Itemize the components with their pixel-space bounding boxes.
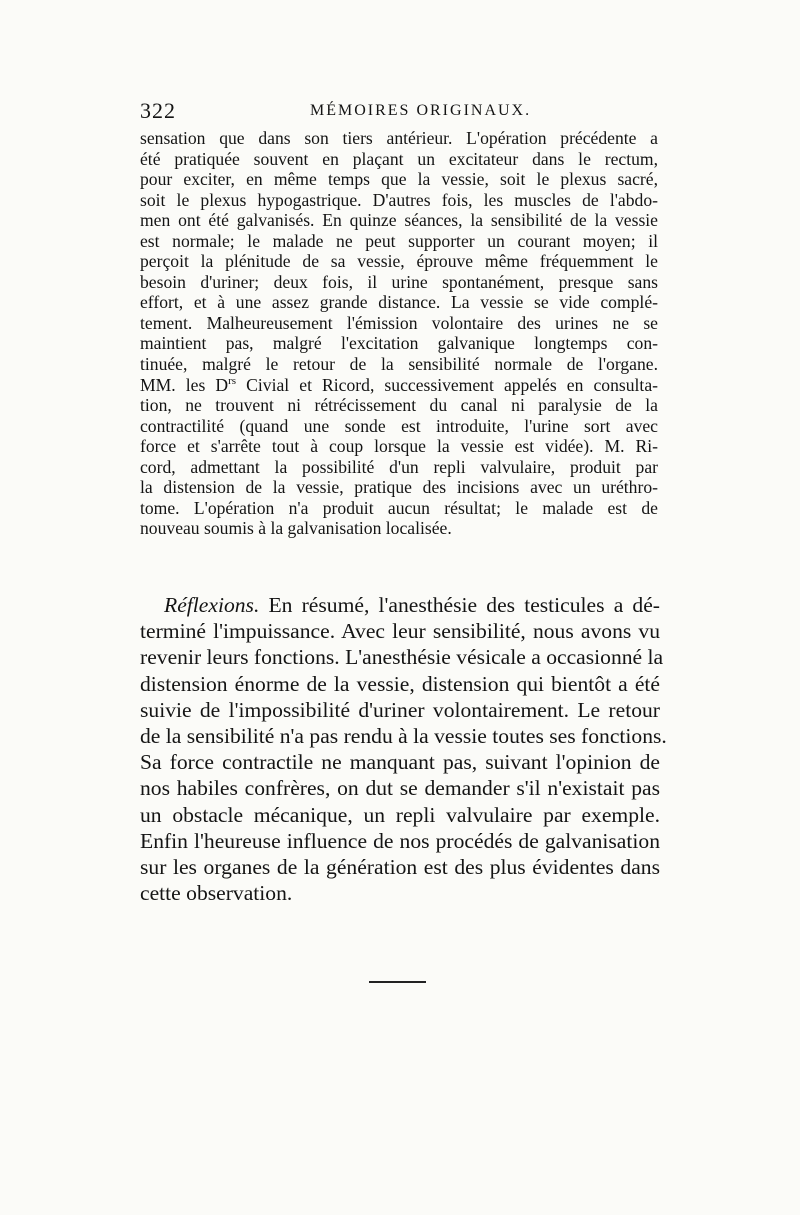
text-line: soit le plexus hypogastrique. D'autres fois, les muscles de l'abdo- xyxy=(140,189,658,210)
text-line: nos habiles confrères, on dut se demander s'il n'existait pas xyxy=(140,776,660,801)
running-title: MÉMOIRES ORIGINAUX. xyxy=(310,102,532,119)
text-line: revenir leurs fonctions. L'anesthésie vésicale a occasionné la xyxy=(140,645,664,670)
superscript: rs xyxy=(228,374,237,387)
text-line: de la sensibilité n'a pas rendu à la vessie toutes ses fonctions. xyxy=(140,724,667,749)
text-line: tinuée, malgré le retour de la sensibilité normale de l'organe. xyxy=(140,354,658,375)
text-line: tement. Malheureusement l'émission volontaire des urines ne se xyxy=(140,312,658,333)
text-fragment: MM. les D xyxy=(140,374,229,395)
text-line: Enfin l'heureuse influence de nos procédés de galvanisation xyxy=(140,828,660,853)
case-paragraph xyxy=(140,128,658,539)
text-line: pour exciter, en même temps que la vessie, soit le plexus sacré, xyxy=(140,169,658,190)
text-line: effort, et à une assez grande distance. La vessie se vide complé- xyxy=(140,292,658,313)
text-line: men ont été galvanisés. En quinze séances, la sensibilité de la vessie xyxy=(140,210,658,231)
text-line: été pratiquée souvent en plaçant un excitateur dans le rectum, xyxy=(140,148,658,169)
text-line: nouveau soumis à la galvanisation localisée. xyxy=(140,518,452,539)
text-line: maintient pas, malgré l'excitation galvanique longtemps con- xyxy=(140,333,658,354)
text-line: suivie de l'impossibilité d'uriner volontairement. Le retour xyxy=(140,697,660,722)
text-line: sensation que dans son tiers antérieur. L'opération précédente a xyxy=(140,128,658,148)
reflexions-label: Réflexions. xyxy=(164,593,260,617)
text-fragment: Civial et Ricord, successivement appelés en consulta- xyxy=(236,374,658,395)
reflexions-paragraph xyxy=(140,592,667,906)
text-line: perçoit la plénitude de sa vessie, éprouve même fréquemment le xyxy=(140,251,658,272)
text-line: Sa force contractile ne manquant pas, suivant l'opinion de xyxy=(140,750,660,775)
section-divider xyxy=(369,981,426,983)
text-fragment: En résumé, l'anesthésie des testicules a dé- xyxy=(259,593,660,617)
text-line: terminé l'impuissance. Avec leur sensibilité, nous avons vu xyxy=(140,619,660,644)
text-line xyxy=(140,375,658,396)
text-line: tion, ne trouvent ni rétrécissement du canal ni paralysie de la xyxy=(140,395,658,416)
text-line: tome. L'opération n'a produit aucun résultat; le malade est de xyxy=(140,497,658,518)
text-line: un obstacle mécanique, un repli valvulaire par exemple. xyxy=(140,802,660,827)
text-line: la distension de la vessie, pratique des incisions avec un uréthro- xyxy=(140,477,658,498)
page-header xyxy=(140,98,660,128)
text-line: contractilité (quand une sonde est introduite, l'urine sort avec xyxy=(140,415,658,436)
text-line: distension énorme de la vessie, distension qui bientôt a été xyxy=(140,671,660,696)
page-number: 322 xyxy=(140,98,176,123)
text-line xyxy=(140,592,660,618)
text-line: cord, admettant la possibilité d'un repli valvulaire, produit par xyxy=(140,456,658,477)
text-line: cette observation. xyxy=(140,881,293,906)
text-line: sur les organes de la génération est des plus évidentes dans xyxy=(140,855,660,880)
text-line: besoin d'uriner; deux fois, il urine spontanément, presque sans xyxy=(140,271,658,292)
text-line: est normale; le malade ne peut supporter un courant moyen; il xyxy=(140,230,658,251)
text-line: force et s'arrête tout à coup lorsque la vessie est vidée). M. Ri- xyxy=(140,436,658,457)
